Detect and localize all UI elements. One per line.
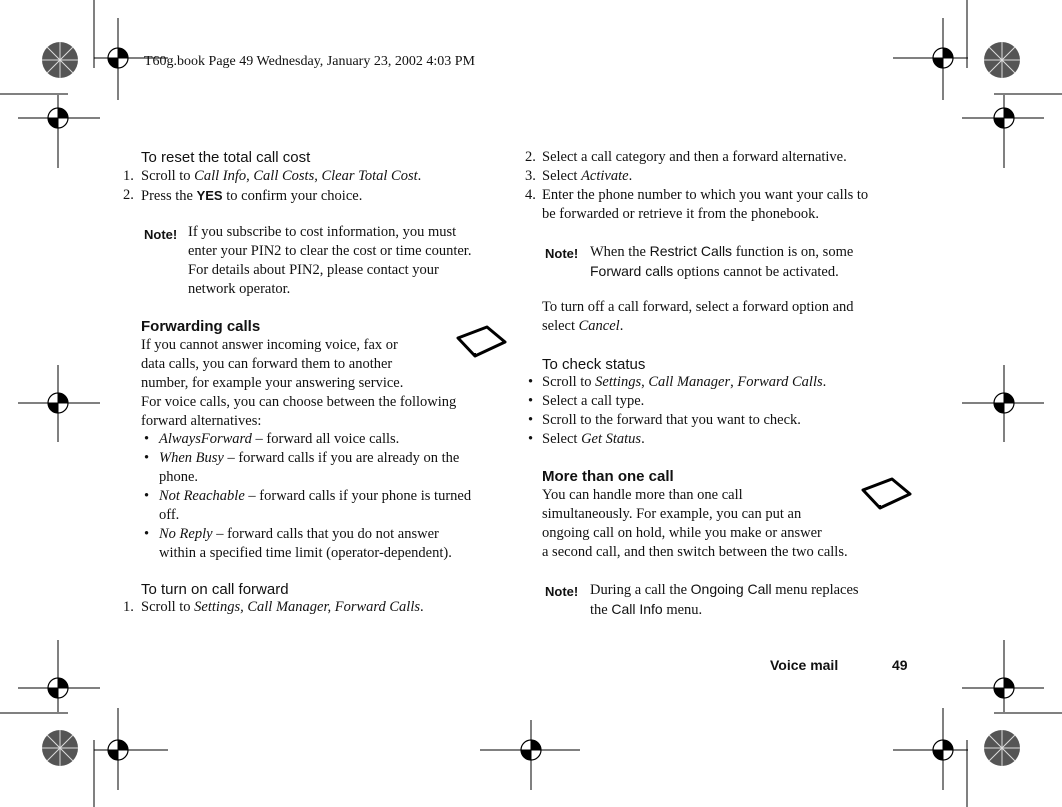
text: Enter the phone number to which you want your calls to xyxy=(542,187,869,203)
reset-step-2 xyxy=(123,186,363,205)
turn-off-paragraph xyxy=(542,298,854,336)
forward-step-4 xyxy=(525,186,869,222)
list-item xyxy=(141,430,511,449)
more-calls-paragraph xyxy=(542,486,848,562)
bullet: • xyxy=(528,374,534,390)
list-item xyxy=(525,411,905,430)
option-no-reply: No Reply xyxy=(159,526,213,542)
bullet: • xyxy=(528,431,534,447)
note-restrict-calls xyxy=(590,242,853,282)
phone-icon xyxy=(455,324,507,360)
paragraph-line: You can handle more than one call xyxy=(542,487,743,503)
menu-clear-total-cost: Clear Total Cost xyxy=(321,168,418,184)
phone-icon xyxy=(860,476,912,512)
list-item xyxy=(141,525,511,563)
step-number: 4. xyxy=(525,187,536,203)
menu-call-costs: Call Costs xyxy=(253,168,315,184)
text: . xyxy=(417,168,422,184)
menu-cancel: Cancel xyxy=(578,318,620,334)
heading-more-than-one-call: More than one call xyxy=(542,468,674,485)
note-label: Note! xyxy=(545,584,579,599)
text: function is on, some xyxy=(732,244,854,260)
step-number: 1. xyxy=(123,599,134,615)
text: – forward calls that you do not answer xyxy=(212,526,439,542)
text: Select a call category and then a forward alternative. xyxy=(542,149,847,165)
text: Select xyxy=(542,431,582,447)
text: – forward all voice calls. xyxy=(251,431,400,447)
text: – forward calls if your phone is turned xyxy=(244,488,472,504)
paragraph-line: To turn off a call forward, select a forward option and xyxy=(542,299,854,315)
heading-reset-call-cost: To reset the total call cost xyxy=(141,149,311,166)
book-header: T60g.book Page 49 Wednesday, January 23, 2002 4:03 PM xyxy=(144,54,475,69)
paragraph-line: a second call, and then switch between the two calls. xyxy=(542,544,848,560)
text: . xyxy=(822,374,827,390)
turnon-step-1 xyxy=(123,598,424,617)
menu-path: Settings, Call Manager, Forward Calls xyxy=(194,599,421,615)
option-when-busy: When Busy xyxy=(159,450,224,466)
note-label: Note! xyxy=(144,227,178,242)
note-ongoing-call xyxy=(590,580,859,620)
text: within a specified time limit (operator-dependent). xyxy=(159,545,452,561)
text: , xyxy=(314,168,322,184)
text: Scroll to xyxy=(542,374,596,390)
menu-forward-calls: Forward calls xyxy=(590,263,674,279)
text: to confirm your choice. xyxy=(222,188,363,204)
text: Scroll to xyxy=(141,168,195,184)
paragraph-line: If you cannot answer incoming voice, fax or xyxy=(141,337,398,353)
text: , xyxy=(730,374,738,390)
menu-call-info: Call Info xyxy=(194,168,247,184)
paragraph-line: simultaneously. For example, you can put an xyxy=(542,506,802,522)
check-status-list xyxy=(525,373,905,449)
forward-options-list xyxy=(141,430,511,563)
paragraph-line: ongoing call on hold, while you make or answer xyxy=(542,525,822,541)
step-number: 2. xyxy=(123,187,134,203)
option-always-forward: AlwaysForward xyxy=(159,431,252,447)
bullet: • xyxy=(144,450,150,466)
menu-get-status: Get Status xyxy=(581,431,642,447)
note-line: If you subscribe to cost information, you must xyxy=(188,224,457,240)
footer-section-title: Voice mail xyxy=(770,657,839,673)
text: , xyxy=(246,168,254,184)
text: Scroll to the forward that you want to check. xyxy=(542,412,801,428)
step-number: 3. xyxy=(525,168,536,184)
menu-call-manager: Call Manager xyxy=(648,374,731,390)
text: phone. xyxy=(159,469,199,485)
text: . xyxy=(628,168,633,184)
text: menu. xyxy=(662,602,703,618)
note-line: For details about PIN2, please contact your xyxy=(188,262,439,278)
text: Select a call type. xyxy=(542,393,645,409)
option-not-reachable: Not Reachable xyxy=(159,488,245,504)
text: Scroll to xyxy=(141,599,195,615)
note-line: enter your PIN2 to clear the cost or time counter. xyxy=(188,243,472,259)
text: be forwarded or retrieve it from the phonebook. xyxy=(542,206,820,222)
menu-call-info: Call Info xyxy=(611,601,663,617)
text: , xyxy=(641,374,649,390)
bullet: • xyxy=(144,488,150,504)
note-label: Note! xyxy=(545,246,579,261)
step-number: 1. xyxy=(123,168,134,184)
bullet: • xyxy=(528,412,534,428)
menu-ongoing-call: Ongoing Call xyxy=(690,581,772,597)
text: the xyxy=(590,602,612,618)
note-cost-info xyxy=(188,223,471,299)
menu-restrict-calls: Restrict Calls xyxy=(649,243,733,259)
text: Press the xyxy=(141,188,197,204)
list-item xyxy=(525,373,905,392)
list-item xyxy=(525,392,905,411)
page-number: 49 xyxy=(892,657,908,673)
list-item xyxy=(141,449,511,487)
list-item xyxy=(141,487,511,525)
bullet: • xyxy=(144,431,150,447)
text: . xyxy=(619,318,624,334)
reset-step-1 xyxy=(123,167,422,186)
text: . xyxy=(420,599,424,615)
forwarding-intro xyxy=(141,336,456,431)
menu-settings: Settings xyxy=(595,374,642,390)
heading-check-status: To check status xyxy=(542,356,646,373)
paragraph-line: data calls, you can forward them to another xyxy=(141,356,393,372)
text: – forward calls if you are already on the xyxy=(223,450,460,466)
list-item xyxy=(525,430,905,449)
forward-step-3 xyxy=(525,167,633,186)
heading-forwarding-calls: Forwarding calls xyxy=(141,318,261,335)
bullet: • xyxy=(528,393,534,409)
step-number: 2. xyxy=(525,149,536,165)
text: When the xyxy=(590,244,650,260)
forward-step-2 xyxy=(525,148,847,167)
text: options cannot be activated. xyxy=(673,264,839,280)
text: . xyxy=(641,431,645,447)
yes-key-label: YES xyxy=(196,188,223,203)
text: select xyxy=(542,318,579,334)
menu-activate: Activate xyxy=(581,168,629,184)
text: During a call the xyxy=(590,582,691,598)
paragraph-line: forward alternatives: xyxy=(141,413,262,429)
menu-forward-calls: Forward Calls xyxy=(737,374,823,390)
bullet: • xyxy=(144,526,150,542)
text: menu replaces xyxy=(771,582,859,598)
text: off. xyxy=(159,507,180,523)
heading-turn-on-forward: To turn on call forward xyxy=(141,581,289,598)
note-line: network operator. xyxy=(188,281,291,297)
paragraph-line: For voice calls, you can choose between the following xyxy=(141,394,457,410)
text: Select xyxy=(542,168,582,184)
paragraph-line: number, for example your answering service. xyxy=(141,375,404,391)
